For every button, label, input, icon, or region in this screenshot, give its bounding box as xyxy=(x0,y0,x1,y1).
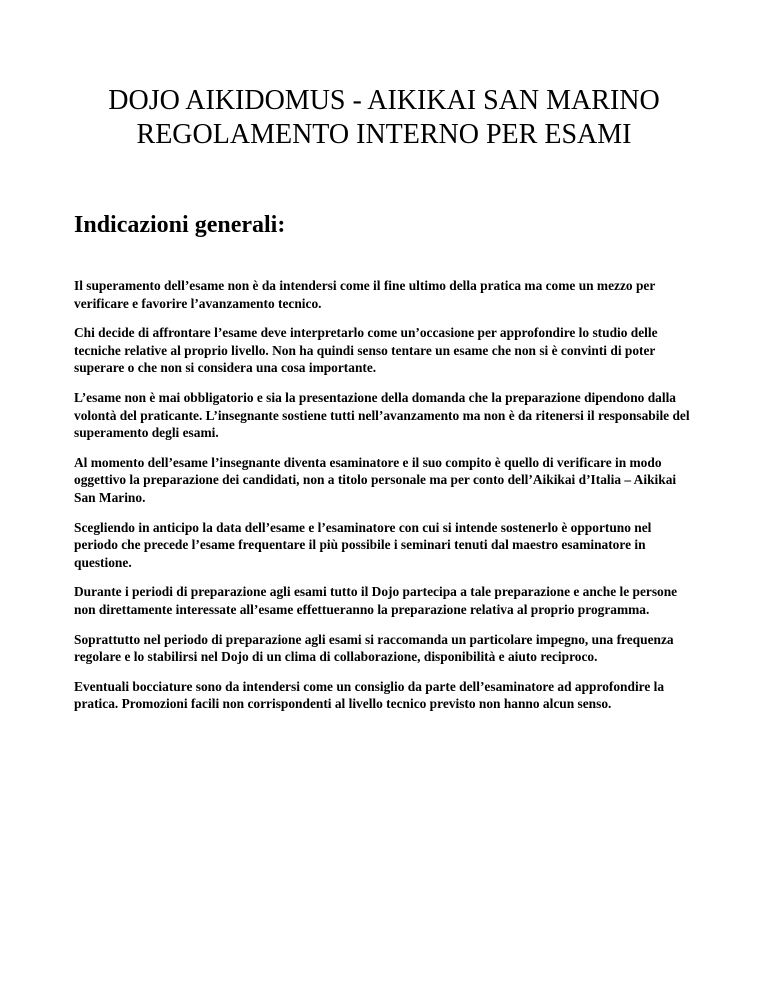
title-line-dojo: DOJO AIKIDOMUS - AIKIKAI SAN MARINO xyxy=(108,85,660,116)
document-title xyxy=(0,84,768,152)
paragraph: L’esame non è mai obbligatorio e sia la presentazione della domanda che la preparazione dipendono dalla volontà del praticante. L’insegnante sostiene tutti nell’avanzamento ma non è da ritenersi il responsabile del superamento degli esami. xyxy=(74,389,690,441)
paragraph: Il superamento dell’esame non è da intendersi come il fine ultimo della pratica ma come un mezzo per verificare e favorire l’avanzamento tecnico. xyxy=(74,278,656,311)
paragraph: Soprattutto nel periodo di preparazione agli esami si raccomanda un particolare impegno, una frequenza regolare e lo stabilirsi nel Dojo di un clima di collaborazione, disponibilità e aiuto reciproco. xyxy=(74,631,674,665)
section-heading: Indicazioni generali: xyxy=(74,212,286,238)
paragraph: Eventuali bocciature sono da intendersi come un consiglio da parte dell’esaminatore ad approfondire la pratica. Promozioni facili non corrispondenti al livello tecnico previsto non hanno alcun senso. xyxy=(74,678,665,712)
paragraph: Durante i periodi di preparazione agli esami tutto il Dojo partecipa a tale preparazione e anche le persone non direttamente interessate all’esame effettueranno la preparazione relativa al proprio programma. xyxy=(74,584,678,617)
paragraph: Al momento dell’esame l’insegnante diventa esaminatore e il suo compito è quello di verificare in modo oggettivo la preparazione dei candidati, non a titolo personale ma per conto dell’Aikikai d’Italia – Aikikai San Marino. xyxy=(74,454,677,505)
paragraph: Chi decide di affrontare l’esame deve interpretarlo come un’occasione per approfondire lo studio delle tecniche relative al proprio livello. Non ha quindi senso tentare un esame che non si è convinti di poter superare o che non si considera una cosa importante. xyxy=(74,325,658,376)
paragraph: Scegliendo in anticipo la data dell’esame e l’esaminatore con cui si intende sostenerlo è opportuno nel periodo che precede l’esame frequentare il più possibile i seminari tenuti dal maestro esaminatore in questione. xyxy=(74,519,652,570)
title-line-regolamento: REGOLAMENTO INTERNO PER ESAMI xyxy=(136,119,632,150)
document-body xyxy=(74,277,694,725)
